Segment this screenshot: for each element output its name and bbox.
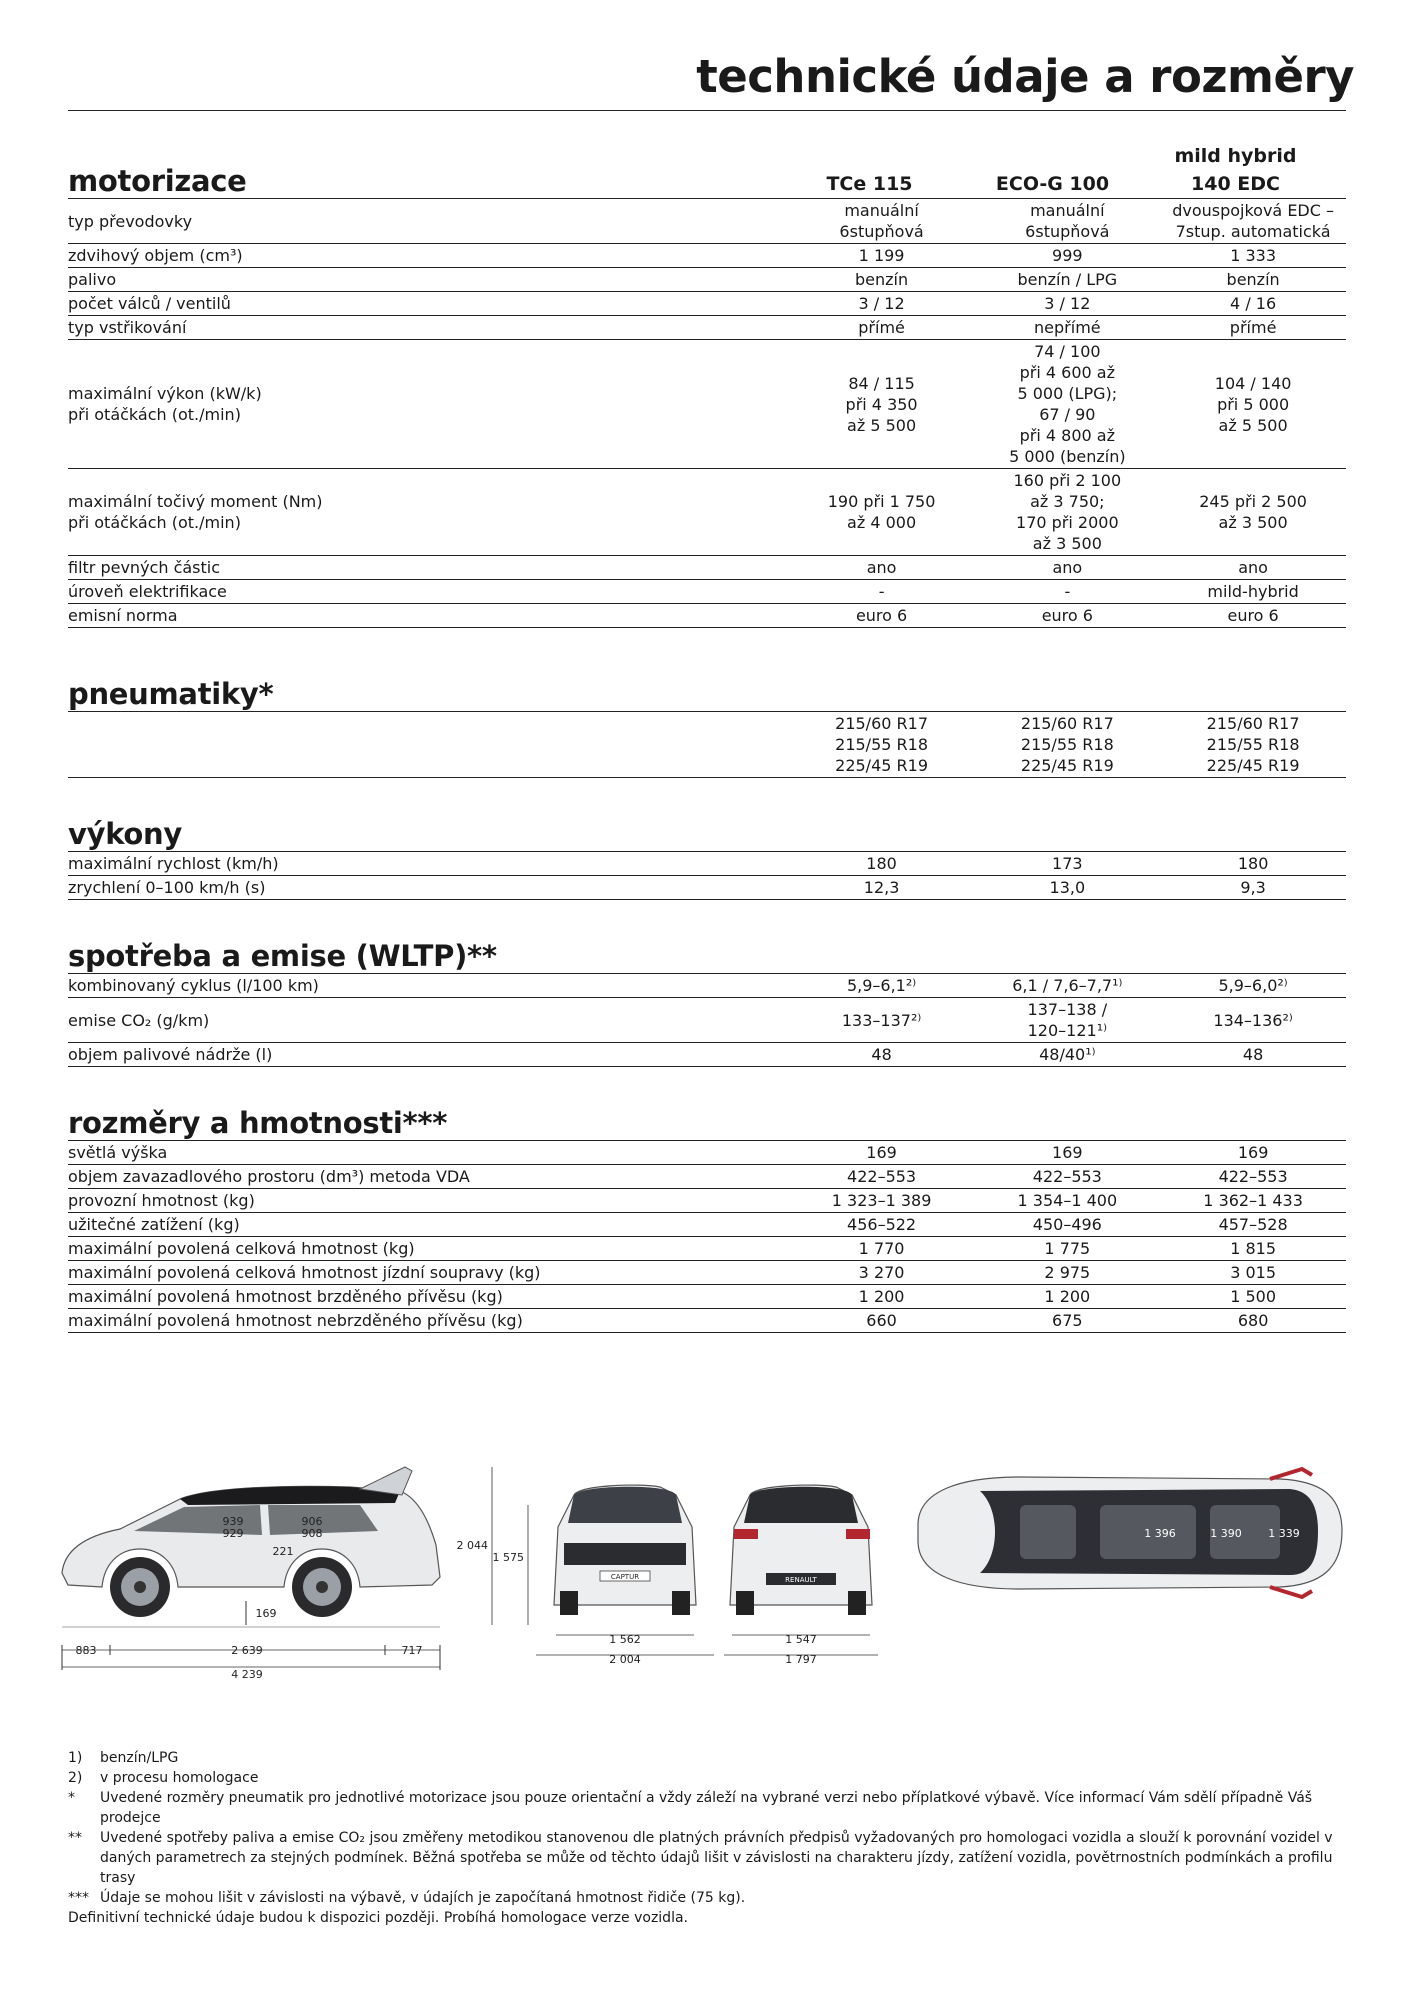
wheelbase-label: 2 639 [231,1644,263,1657]
performance-table [68,852,1346,900]
rear-overhang-label: 717 [401,1644,423,1657]
height-label: 1 575 [492,1551,524,1564]
rear-badge: RENAULT [785,1576,817,1584]
section-title: motorizace [68,163,247,198]
section-title: spotřeba a emise (WLTP)** [68,939,497,973]
length-label: 4 239 [231,1668,263,1681]
row-label: úroveň elektrifikace [68,580,789,604]
value-col-2: 13,0 [974,876,1160,900]
value-col-2: ano [974,556,1160,580]
value-col-2: 137–138 / 120–121¹⁾ [974,998,1160,1043]
value-col-2: 215/60 R17 215/55 R18 225/45 R19 [974,712,1160,778]
section-consumption [68,940,1346,1067]
value-col-1: benzín [789,268,975,292]
value-col-1: 133–137²⁾ [789,998,975,1043]
table-row [68,604,1346,628]
row-label: emise CO₂ (g/km) [68,998,789,1043]
table-row [68,292,1346,316]
footnote-text: Uvedené rozměry pneumatik pro jednotlivé motorizace jsou pouze orientační a vždy záleží na vybrané verzi nebo příplatkové výbavě. Více informací Vám sdělí případně Váš prodejce [100,1790,1313,1826]
title-divider [68,110,1346,111]
table-row [68,340,1346,469]
row-label: maximální povolená celková hmotnost (kg) [68,1237,789,1261]
width-label: 1 797 [785,1653,817,1666]
value-col-1: přímé [789,316,975,340]
value-col-2: 74 / 100 při 4 600 až 5 000 (LPG); 67 / 90 při 4 800 až 5 000 (benzín) [974,340,1160,469]
table-row [68,852,1346,876]
table-row [68,712,1346,778]
section-tyres-header [68,678,1346,712]
row-label: zrychlení 0–100 km/h (s) [68,876,789,900]
tyres-table [68,712,1346,778]
value-col-1: 5,9–6,1²⁾ [789,974,975,998]
value-col-3: 1 815 [1160,1237,1346,1261]
value-col-2: benzín / LPG [974,268,1160,292]
value-col-2: 3 / 12 [974,292,1160,316]
value-col-3: 1 362–1 433 [1160,1189,1346,1213]
row-label: kombinovaný cyklus (l/100 km) [68,974,789,998]
value-col-3: 3 015 [1160,1261,1346,1285]
interior-dimension-221: 221 [272,1545,294,1558]
ground-clearance-label: 169 [255,1607,277,1620]
footnotes [68,1748,1346,1928]
value-col-3: 104 / 140 při 5 000 až 5 500 [1160,340,1346,469]
section-title: výkony [68,817,182,851]
table-row [68,1213,1346,1237]
value-col-1: 1 199 [789,244,975,268]
value-col-3: mild-hybrid [1160,580,1346,604]
section-performance [68,818,1346,900]
page-title: technické údaje a rozměry [696,50,1354,103]
value-col-1: manuální 6stupňová [789,199,975,244]
row-label: zdvihový objem (cm³) [68,244,789,268]
table-row [68,1043,1346,1067]
value-col-3: 215/60 R17 215/55 R18 225/45 R19 [1160,712,1346,778]
table-row [68,1285,1346,1309]
value-col-1: 660 [789,1309,975,1333]
section-engines-header [68,143,1346,199]
value-col-2: 1 200 [974,1285,1160,1309]
footnote [68,1768,1346,1788]
value-col-2: 1 775 [974,1237,1160,1261]
table-row [68,556,1346,580]
table-row [68,998,1346,1043]
value-col-3: 9,3 [1160,876,1346,900]
value-col-1: 3 / 12 [789,292,975,316]
value-col-1: euro 6 [789,604,975,628]
value-col-3: benzín [1160,268,1346,292]
dimensions-table [68,1141,1346,1333]
value-col-1: 422–553 [789,1165,975,1189]
value-col-3: 169 [1160,1141,1346,1165]
value-col-2: 999 [974,244,1160,268]
footnote-mark: *** [68,1890,89,1906]
row-label: užitečné zatížení (kg) [68,1213,789,1237]
row-label: emisní norma [68,604,789,628]
consumption-table [68,974,1346,1067]
value-col-3: 422–553 [1160,1165,1346,1189]
value-col-2: 1 354–1 400 [974,1189,1160,1213]
footnote-text: benzín/LPG [100,1750,179,1766]
front-track-label: 1 562 [609,1633,641,1646]
value-col-3: 180 [1160,852,1346,876]
section-engines [68,143,1346,628]
value-col-1: 12,3 [789,876,975,900]
value-col-2: 160 při 2 100 až 3 750; 170 při 2000 až 3 500 [974,469,1160,556]
value-col-1: 48 [789,1043,975,1067]
value-col-3: 457–528 [1160,1213,1346,1237]
row-label: maximální výkon (kW/k) při otáčkách (ot./min) [68,340,789,469]
row-label: počet válců / ventilů [68,292,789,316]
value-col-3: 680 [1160,1309,1346,1333]
front-view-car [554,1485,696,1615]
table-row [68,1165,1346,1189]
value-col-1: 215/60 R17 215/55 R18 225/45 R19 [789,712,975,778]
value-col-3: 1 500 [1160,1285,1346,1309]
table-row [68,1309,1346,1333]
section-dimensions [68,1107,1346,1333]
table-row [68,580,1346,604]
value-col-3: 4 / 16 [1160,292,1346,316]
value-col-2: 173 [974,852,1160,876]
value-col-2: 675 [974,1309,1160,1333]
interior-dimension-908: 908 [301,1527,323,1540]
interior-dimension-939: 939 [222,1515,244,1528]
row-label: maximální povolená hmotnost brzděného přívěsu (kg) [68,1285,789,1309]
footnote [68,1908,1346,1928]
rear-view-car [730,1485,872,1615]
section-consumption-header [68,940,1346,974]
value-col-3: dvouspojková EDC – 7stup. automatická [1160,199,1346,244]
row-label: palivo [68,268,789,292]
interior-dimension-929: 929 [222,1527,244,1540]
interior-dimension-906: 906 [301,1515,323,1528]
row-label: provozní hmotnost (kg) [68,1189,789,1213]
value-col-3: euro 6 [1160,604,1346,628]
value-col-2: 48/40¹⁾ [974,1043,1160,1067]
table-row [68,268,1346,292]
table-row [68,199,1346,244]
value-col-1: 3 270 [789,1261,975,1285]
section-tyres [68,678,1346,778]
footnote-mark: 1) [68,1750,83,1766]
footnote [68,1788,1346,1828]
elbow-width-rear-label: 1 390 [1210,1527,1242,1540]
section-dimensions-header [68,1107,1346,1141]
section-performance-header [68,818,1346,852]
footnote-text: Uvedené spotřeby paliva a emise CO₂ jsou změřeny metodikou stanovenou dle platných právních předpisů vyžadovaných pro homologaci vozidla a slouží k porovnání vozidel v daných parametrech za stejných podmínek. Běžná spotřeba se může od těchto údajů lišit v závislosti na charakteru jízdy, zatížení vozidla, povětrnostních podmínkách a profilu trasy [100,1830,1333,1886]
row-label: filtr pevných částic [68,556,789,580]
value-col-3: 48 [1160,1043,1346,1067]
row-label: objem zavazadlového prostoru (dm³) metoda VDA [68,1165,789,1189]
row-label: typ převodovky [68,199,789,244]
row-label: maximální rychlost (km/h) [68,852,789,876]
value-col-2: 6,1 / 7,6–7,7¹⁾ [974,974,1160,998]
column-head-hybrid: mild hybrid 140 EDC [1174,145,1297,195]
boot-width-label: 1 339 [1268,1527,1300,1540]
footnote-mark: * [68,1790,75,1806]
value-col-3: 5,9–6,0²⁾ [1160,974,1346,998]
column-head-ecog: ECO-G 100 [995,172,1110,195]
row-label: maximální točivý moment (Nm) při otáčkách (ot./min) [68,469,789,556]
value-col-1: ano [789,556,975,580]
elbow-width-front-label: 1 396 [1144,1527,1176,1540]
value-col-1: 456–522 [789,1213,975,1237]
value-col-2: 169 [974,1141,1160,1165]
section-title: rozměry a hmotnosti*** [68,1106,448,1140]
table-row [68,1141,1346,1165]
footnote [68,1748,1346,1768]
value-col-3: 245 při 2 500 až 3 500 [1160,469,1346,556]
value-col-1: 180 [789,852,975,876]
table-row [68,1189,1346,1213]
value-col-2: nepřímé [974,316,1160,340]
value-col-2: 450–496 [974,1213,1160,1237]
footnote-text: Údaje se mohou lišit v závislosti na výbavě, v údajích je započítaná hmotnost řidiče (75 kg). [100,1890,746,1906]
section-title: pneumatiky* [68,677,274,711]
value-col-2: - [974,580,1160,604]
table-row [68,316,1346,340]
value-col-2: euro 6 [974,604,1160,628]
side-view-car [62,1467,440,1617]
height-open-label: 2 044 [456,1539,488,1552]
rear-track-label: 1 547 [785,1633,817,1646]
value-col-3: 1 333 [1160,244,1346,268]
table-row [68,974,1346,998]
row-label [68,712,789,778]
row-label: maximální povolená celková hmotnost jízdní soupravy (kg) [68,1261,789,1285]
footnote-text: v procesu homologace [100,1770,259,1786]
table-row [68,1237,1346,1261]
value-col-3: ano [1160,556,1346,580]
value-col-1: 1 770 [789,1237,975,1261]
row-label: světlá výška [68,1141,789,1165]
row-label: typ vstřikování [68,316,789,340]
column-head-tce: TCe 115 [826,172,913,195]
footnote [68,1888,1346,1908]
table-row [68,1261,1346,1285]
footnote [68,1828,1346,1888]
footnote-mark: ** [68,1830,82,1846]
row-label: objem palivové nádrže (l) [68,1043,789,1067]
footnote-text: Definitivní technické údaje budou k dispozici později. Probíhá homologace verze vozidla. [68,1910,688,1926]
front-badge: CAPTUR [610,1573,640,1581]
value-col-1: 190 při 1 750 až 4 000 [789,469,975,556]
table-row [68,876,1346,900]
front-overhang-label: 883 [75,1644,97,1657]
row-label: maximální povolená hmotnost nebrzděného přívěsu (kg) [68,1309,789,1333]
engines-table [68,199,1346,628]
vehicle-dimension-diagram [60,1465,1350,1705]
value-col-1: 1 200 [789,1285,975,1309]
table-row [68,469,1346,556]
value-col-2: manuální 6stupňová [974,199,1160,244]
value-col-1: 1 323–1 389 [789,1189,975,1213]
value-col-3: přímé [1160,316,1346,340]
value-col-1: - [789,580,975,604]
value-col-3: 134–136²⁾ [1160,998,1346,1043]
value-col-2: 2 975 [974,1261,1160,1285]
value-col-2: 422–553 [974,1165,1160,1189]
value-col-1: 84 / 115 při 4 350 až 5 500 [789,340,975,469]
value-col-1: 169 [789,1141,975,1165]
footnote-mark: 2) [68,1770,83,1786]
width-mirrors-label: 2 004 [609,1653,641,1666]
table-row [68,244,1346,268]
